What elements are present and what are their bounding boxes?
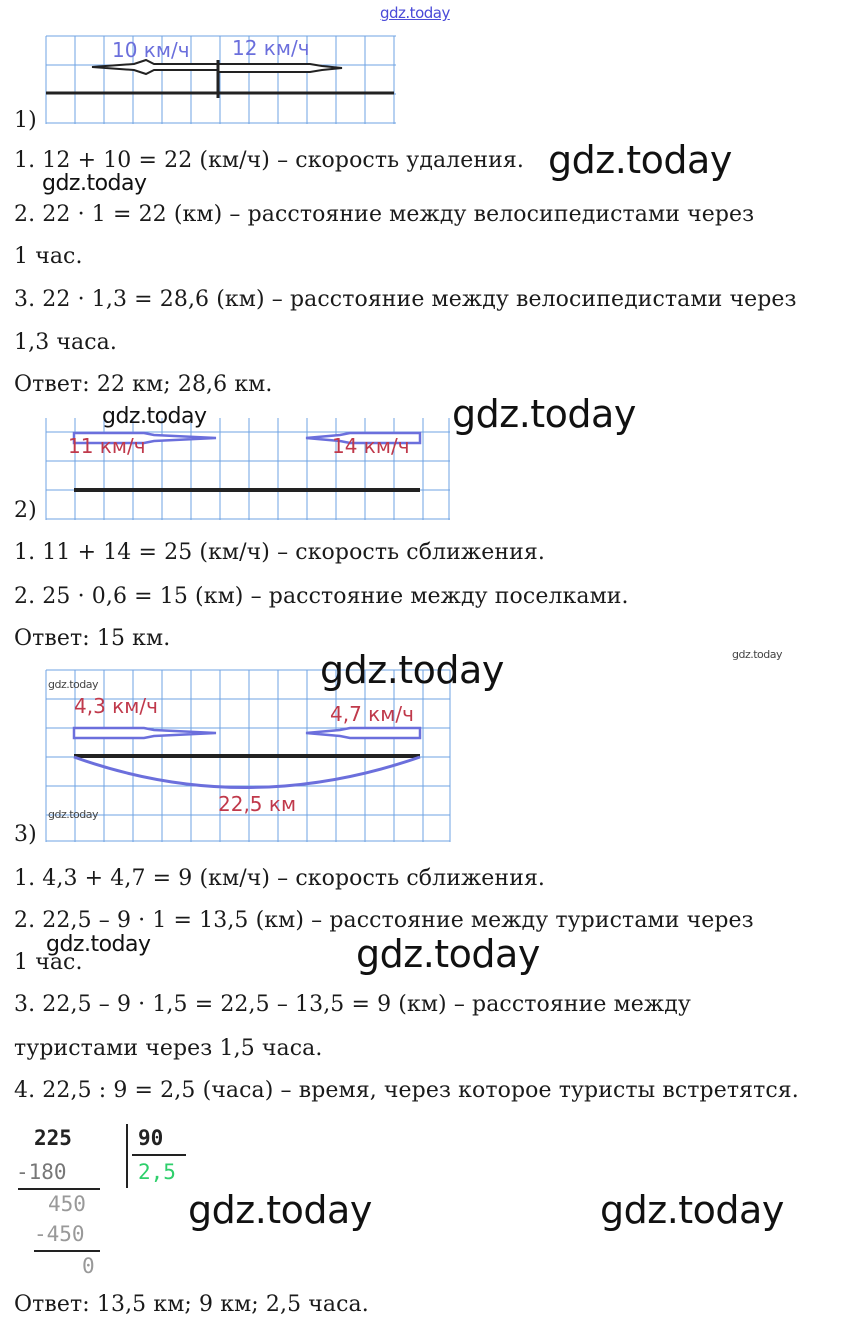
divisor-underline (132, 1154, 186, 1156)
s3-line-4: 3. 22,5 – 9 · 1,5 = 22,5 – 13,5 = 9 (км) – расстояние между (14, 992, 691, 1017)
watermark: gdz.today (48, 808, 99, 821)
s3-line-1: 1. 4,3 + 4,7 = 9 (км/ч) – скорость сближения. (14, 866, 546, 891)
arrow-right-icon (74, 728, 216, 738)
underline-1 (18, 1188, 100, 1190)
s1-answer: Ответ: 22 км; 28,6 км. (14, 372, 273, 397)
watermark: gdz.today (320, 648, 504, 692)
figure-3-speed-left: 4,3 км/ч (74, 694, 158, 718)
s3-line-2: 2. 22,5 – 9 · 1 = 13,5 (км) – расстояние между туристами через (14, 908, 754, 933)
arrow-left-icon (306, 728, 420, 738)
s3-line-3: 1 час. (14, 950, 83, 975)
s2-line-1: 1. 11 + 14 = 25 (км/ч) – скорость сближения. (14, 540, 545, 565)
watermark: gdz.today (102, 404, 207, 429)
s1-line-4: 3. 22 · 1,3 = 28,6 (км) – расстояние между велосипедистами через (14, 287, 797, 312)
final-answer: Ответ: 13,5 км; 9 км; 2,5 часа. (14, 1292, 369, 1317)
s3-line-5: туристами через 1,5 часа. (14, 1036, 323, 1061)
distance-brace (74, 757, 420, 788)
watermark: gdz.today (548, 138, 732, 182)
watermark: gdz.today (732, 648, 783, 661)
s1-line-5: 1,3 часа. (14, 330, 117, 355)
figure-2-part-label: 2) (14, 498, 37, 523)
division-bar (126, 1124, 128, 1188)
figure-1-speed-right: 12 км/ч (232, 36, 310, 60)
figure-3-speed-right: 4,7 км/ч (330, 702, 414, 726)
divisor: 90 (138, 1126, 164, 1150)
s2-line-2: 2. 25 · 0,6 = 15 (км) – расстояние между поселками. (14, 584, 629, 609)
s2-answer: Ответ: 15 км. (14, 626, 171, 651)
arrow-right-icon (218, 64, 342, 72)
arrow-left-icon (92, 60, 218, 74)
s1-line-3: 1 час. (14, 244, 83, 269)
watermark: gdz.today (600, 1188, 784, 1232)
figure-2-speed-right: 14 км/ч (332, 434, 410, 458)
subtraction-2: -450 (34, 1222, 85, 1246)
watermark: gdz.today (46, 932, 151, 957)
s3-line-6: 4. 22,5 : 9 = 2,5 (часа) – время, через которое туристы встретятся. (14, 1078, 799, 1103)
subtraction-1: -180 (16, 1160, 67, 1184)
watermark: gdz.today (356, 932, 540, 976)
watermark: gdz.today (188, 1188, 372, 1232)
dividend: 225 (34, 1126, 72, 1150)
quotient: 2,5 (138, 1160, 176, 1184)
watermark: gdz.today (452, 392, 636, 436)
figure-1-speed-left: 10 км/ч (112, 38, 190, 62)
watermark: gdz.today (48, 678, 99, 691)
remainder-1: 450 (48, 1192, 86, 1216)
watermark: gdz.today (42, 171, 147, 196)
underline-2 (34, 1250, 100, 1252)
figure-1-diagram (44, 34, 400, 126)
s1-line-1: 1. 12 + 10 = 22 (км/ч) – скорость удаления. (14, 148, 524, 173)
remainder-2: 0 (82, 1254, 95, 1278)
grid (46, 36, 396, 124)
figure-1-part-label: 1) (14, 108, 37, 133)
figure-2-speed-left: 11 км/ч (68, 434, 146, 458)
s1-line-2: 2. 22 · 1 = 22 (км) – расстояние между велосипедистами через (14, 202, 755, 227)
top-watermark[interactable]: gdz.today (380, 4, 450, 22)
figure-3-part-label: 3) (14, 822, 37, 847)
figure-3-distance: 22,5 км (218, 792, 297, 816)
